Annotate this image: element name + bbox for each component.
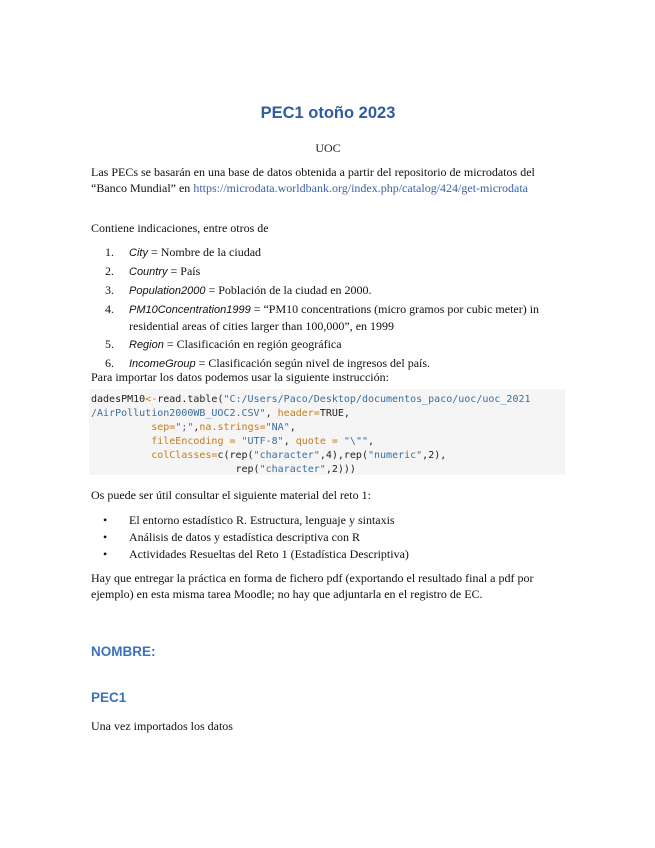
heading-nombre: NOMBRE: [91, 644, 156, 659]
code-arg: header= [277, 408, 320, 419]
code-punct: , [265, 408, 278, 419]
code-function: read.table( [157, 394, 224, 405]
code-string: "NA" [265, 422, 290, 433]
code-punct: , [193, 422, 200, 433]
variable-name: Population2000 [129, 285, 206, 297]
code-string: "character" [259, 464, 326, 475]
variable-desc: = Nombre de la ciudad [147, 245, 262, 259]
microdata-link[interactable]: https://microdata.worldbank.org/index.php/catalog/424/get-microdata [193, 181, 529, 195]
material-item: Análisis de datos y estadística descriptiva con R [129, 530, 360, 544]
code-indent [91, 436, 151, 447]
list-number: 5. [105, 337, 114, 351]
list-item [91, 263, 565, 280]
list-item [91, 512, 565, 528]
code-function: c(rep( [217, 450, 254, 461]
list-item [91, 529, 565, 545]
variable-desc: = Clasificación en región geográfica [163, 337, 342, 351]
code-string: "numeric" [367, 450, 423, 461]
variable-name: PM10Concentration1999 [129, 304, 251, 316]
variable-name: City [129, 247, 148, 259]
variable-name: IncomeGroup [129, 358, 196, 370]
code-value: TRUE, [319, 408, 350, 419]
variable-name: Country [129, 266, 168, 278]
list-number: 4. [105, 302, 114, 316]
list-number: 1. [105, 245, 114, 259]
code-string: /AirPollution2000WB_UOC2.CSV" [91, 408, 266, 419]
variables-list [91, 244, 565, 374]
heading-pec1: PEC1 [91, 690, 127, 705]
material-item: El entorno estadístico R. Estructura, lenguaje y sintaxis [129, 513, 395, 527]
code-punct: ,2))) [325, 464, 356, 475]
contains-label: Contiene indicaciones, entre otros de [91, 221, 269, 235]
code-block[interactable] [89, 389, 565, 475]
code-arg: quote = [295, 436, 344, 447]
variable-desc: = Clasificación según nivel de ingresos del país. [195, 356, 431, 370]
page-subtitle: UOC [315, 141, 341, 155]
code-arg: colClasses= [151, 450, 218, 461]
after-import-text: Una vez importados los datos [91, 719, 233, 733]
materials-list [91, 512, 565, 563]
code-punct: , [283, 436, 296, 447]
code-arg: fileEncoding = [151, 436, 242, 447]
list-item [91, 546, 565, 562]
code-variable: dadesPM10 [91, 394, 146, 405]
list-number: 6. [105, 356, 114, 370]
code-punct: ,4),rep( [319, 450, 368, 461]
material-item: Actividades Resueltas del Reto 1 (Estadística Descriptiva) [129, 547, 409, 561]
code-function: rep( [235, 464, 260, 475]
code-punct: , [289, 422, 296, 433]
import-intro: Para importar los datos podemos usar la siguiente instrucción: [91, 370, 389, 384]
variable-desc: = “PM10 concentrations (micro gramos por cubic meter) in residential areas of cities larger than 100,000”, en 1999 [129, 302, 540, 333]
list-item [91, 282, 565, 299]
variable-name: Region [129, 339, 164, 351]
code-arg: na.strings= [199, 422, 266, 433]
code-string: "C:/Users/Paco/Desktop/documentos_paco/uoc/uoc_2021 [223, 394, 531, 405]
code-string: "\"" [343, 436, 368, 447]
variable-desc: = País [167, 264, 201, 278]
bullet-icon: • [103, 547, 108, 561]
material-intro: Os puede ser útil consultar el siguiente material del reto 1: [91, 488, 371, 502]
code-punct: , [368, 436, 375, 447]
list-item [91, 301, 565, 334]
list-item [91, 244, 565, 261]
code-string: "UTF-8" [241, 436, 284, 447]
code-indent [91, 464, 236, 475]
list-number: 3. [105, 283, 114, 297]
page-title: PEC1 otoño 2023 [260, 104, 396, 122]
bullet-icon: • [103, 530, 108, 544]
code-punct: ,2), [422, 450, 447, 461]
code-operator: <- [145, 394, 158, 405]
code-string: "character" [253, 450, 320, 461]
bullet-icon: • [103, 513, 108, 527]
list-number: 2. [105, 264, 114, 278]
intro-text: Las PECs se basarán en una base de datos obtenida a partir del repositorio de microdatos del “Banco Mundial” en [91, 165, 535, 195]
intro-paragraph [91, 164, 565, 196]
code-indent [91, 450, 151, 461]
variable-desc: = Población de la ciudad en 2000. [205, 283, 372, 297]
code-indent [91, 422, 151, 433]
code-string: ";" [175, 422, 194, 433]
list-item [91, 336, 565, 353]
code-arg: sep= [151, 422, 176, 433]
delivery-paragraph: Hay que entregar la práctica en forma de fichero pdf (exportando el resultado final a pdf por ejemplo) en esta misma tarea Moodle; no hay que adjuntarla en el registro de EC. [91, 571, 534, 601]
